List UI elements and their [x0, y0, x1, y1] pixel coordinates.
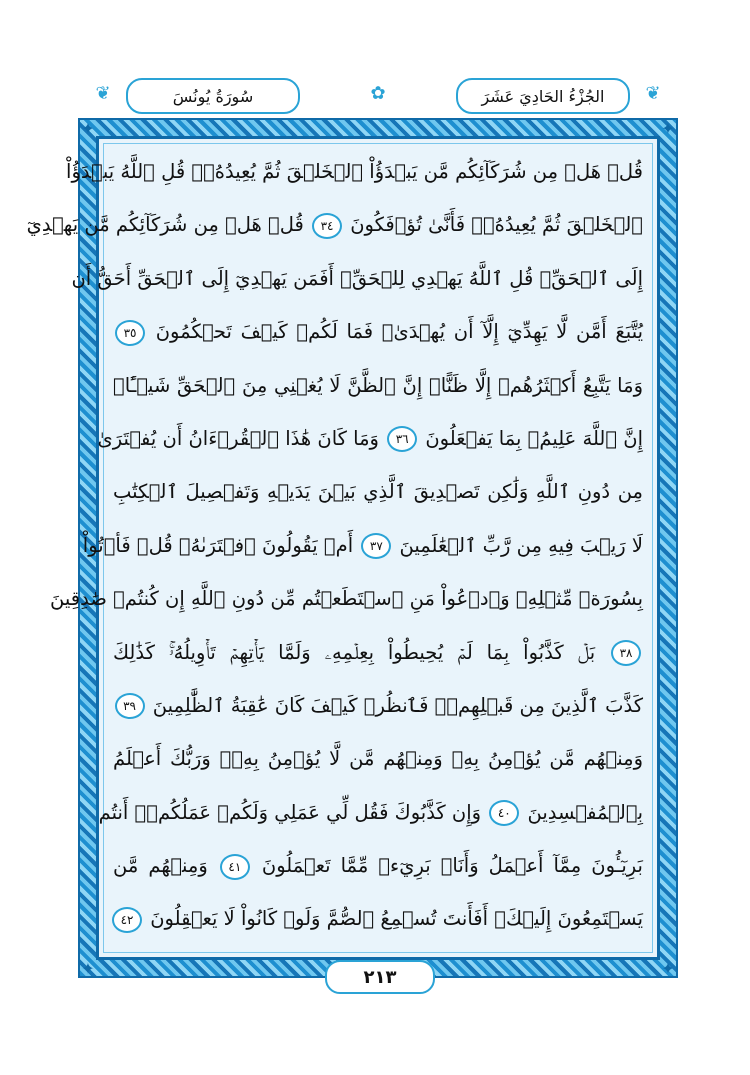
verse-text: يُتَّبَعَ أَمَّن لَّا يَهِدِّيٓ إِلَّآ أَن يُهۡدَىٰۖ فَمَا لَكُمۡ كَيۡفَ تَحۡكُمُونَ [155, 320, 644, 344]
verse-text: يَسۡتَمِعُونَ إِلَيۡكَۚ أَفَأَنتَ تُسۡمِعُ ٱلصُّمَّ وَلَوۡ كَانُواْ لَا يَعۡقِلُونَ [150, 907, 643, 931]
corner-ornament-icon: ✦ [81, 958, 95, 978]
verse-text: قُلۡ هَلۡ مِن شُرَكَآئِكُم مَّن يَهۡدِيٓ [26, 213, 304, 237]
ornament-icon: ❦ [645, 82, 661, 104]
verse-text: وَمِنۡهُم مَّن يُؤۡمِنُ بِهِۦ وَمِنۡهُم مَّن لَّا يُؤۡمِنُ بِهِۦۚ وَرَبُّكَ أَعۡلَمُ [113, 747, 643, 771]
verse-line [98, 786, 643, 839]
verse-line [97, 412, 643, 465]
page-header [78, 72, 678, 116]
verse-lines [26, 145, 644, 951]
verse-text: ٱلۡخَلۡقَ ثُمَّ يُعِيدُهُۥۖ فَأَنَّىٰ تُؤۡفَكُونَ [350, 213, 643, 237]
verse-text: بِسُورَةٖ مِّثۡلِهِۦ وَٱدۡعُواْ مَنِ ٱسۡتَطَعۡتُم مِّن دُونِ ٱللَّهِ إِن كُنتُمۡ صَٰدِقِينَ [50, 587, 643, 611]
ayah-number-marker: ٣٩ [115, 693, 145, 719]
ayah-number-marker: ٣٥ [115, 320, 145, 346]
decorative-frame [26, 118, 678, 978]
mushaf-page [26, 72, 678, 1002]
verse-text: وَمَا كَانَ هَٰذَا ٱلۡقُرۡءَانُ أَن يُفۡتَرَىٰ [97, 426, 379, 450]
ayah-number-marker: ٤١ [220, 854, 250, 880]
ornament-icon: ✿ [370, 82, 386, 104]
ayah-number-marker: ٣٧ [361, 533, 391, 559]
verse-text: وَإِن كَذَّبُوكَ فَقُل لِّي عَمَلِي وَلَكُمۡ عَمَلُكُمۡۖ أَنتُم [98, 800, 482, 824]
corner-ornament-icon: ✦ [661, 958, 675, 978]
verse-text: لَا رَيۡبَ فِيهِ مِن رَّبِّ ٱلۡعَٰلَمِينَ [399, 533, 643, 557]
ayah-number-marker: ٣٨ [611, 640, 641, 666]
text-area [26, 136, 660, 960]
verse-text: مِن دُونِ ٱللَّهِ وَلَٰكِن تَصۡدِيقَ ٱلَّذِي بَيۡنَ يَدَيۡهِ وَتَفۡصِيلَ ٱلۡكِتَٰبِ [113, 480, 643, 504]
ayah-number-marker: ٣٦ [387, 426, 417, 452]
verse-line [113, 839, 643, 892]
verse-line [82, 519, 643, 572]
verse-text: كَذَّبَ ٱلَّذِينَ مِن قَبۡلِهِمۡۖ فَٱنظُرۡ كَيۡفَ كَانَ عَٰقِبَةُ ٱلظَّٰلِمِينَ [152, 693, 643, 717]
verse-line [26, 198, 643, 251]
ayah-number-marker: ٣٤ [312, 213, 342, 239]
verse-text: وَمِنۡهُم مَّن [113, 854, 208, 878]
verse-line [113, 465, 643, 518]
verse-text: قُلۡ هَلۡ مِن شُرَكَآئِكُم مَّن يَبۡدَؤُاْ ٱلۡخَلۡقَ ثُمَّ يُعِيدُهُۥۚ قُلِ ٱللَّهُ يَبۡدَؤُاْ [66, 160, 643, 183]
verse-line [66, 145, 643, 198]
verse-line [113, 732, 643, 785]
verse-line [113, 626, 643, 679]
ayah-number-marker: ٤٢ [112, 907, 142, 933]
verse-text: بَلۡ كَذَّبُواْ بِمَا لَمۡ يُحِيطُواْ بِعِلۡمِهِۦ وَلَمَّا يَأۡتِهِمۡ تَأۡوِيلُهُۥۚ كَذَٰلِكَ [113, 640, 596, 664]
verse-text: إِنَّ ٱللَّهَ عَلِيمُۢ بِمَا يَفۡعَلُونَ [425, 426, 643, 450]
ayah-number-marker: ٤٠ [489, 800, 519, 826]
surah-name-label: سُورَةُ يُونُسَ [126, 78, 300, 114]
verse-line [50, 572, 643, 625]
verse-text: وَمَا يَتَّبِعُ أَكۡثَرُهُمۡ إِلَّا ظَنًّاۚ إِنَّ ٱلظَّنَّ لَا يُغۡنِي مِنَ ٱلۡحَقِّ شَيۡـًٔاۚ [113, 373, 643, 397]
ornament-icon: ❦ [95, 82, 111, 104]
verse-text: بِٱلۡمُفۡسِدِينَ [527, 800, 643, 824]
verse-line [113, 359, 643, 412]
verse-line [113, 892, 643, 945]
verse-text: بَرِيٓـُٔونَ مِمَّآ أَعۡمَلُ وَأَنَا۠ بَرِيٓءٞ مِّمَّا تَعۡمَلُونَ [261, 854, 643, 878]
corner-ornament-icon: ✦ [661, 118, 675, 138]
verse-line [113, 679, 643, 732]
juz-label: الجُزْءُ الحَادِيَ عَشَرَ [456, 78, 630, 114]
verse-line [113, 305, 643, 358]
verse-text: إِلَى ٱلۡحَقِّۚ قُلِ ٱللَّهُ يَهۡدِي لِلۡحَقِّۗ أَفَمَن يَهۡدِيٓ إِلَى ٱلۡحَقِّ أَحَقُّ أَن [71, 266, 643, 290]
verse-line [71, 252, 643, 305]
corner-ornament-icon: ✦ [81, 118, 95, 138]
verse-text: أَمۡ يَقُولُونَ ٱفۡتَرَىٰهُۖ قُلۡ فَأۡتُواْ [82, 533, 354, 557]
page-number: ٢١٣ [325, 960, 435, 994]
